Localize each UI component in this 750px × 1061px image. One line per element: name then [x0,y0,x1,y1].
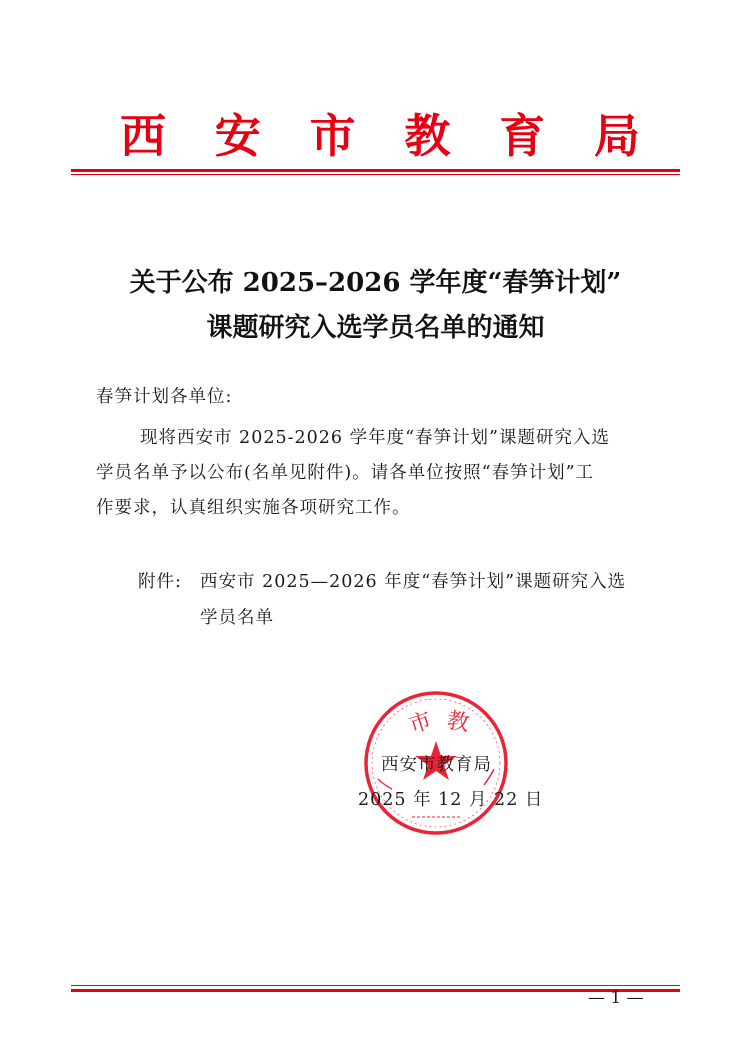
letterhead-char: 西 [120,109,166,163]
attachment-label: 附件: [138,572,182,592]
letterhead-title [120,103,640,163]
signature-date: 2025 年 12 月 22 日 [358,790,544,810]
document-title-line1: 关于公布 2025–2026 学年度“春笋计划” [129,268,622,298]
paragraph-line: 作要求，认真组织实施各项研究工作。 [96,498,411,518]
letterhead-char: 育 [499,109,546,163]
attachment-line: 西安市 2025—2026 年度“春笋计划”课题研究入选 [200,572,627,592]
document-title-line2: 课题研究入选学员名单的通知 [206,313,545,343]
letterhead-char: 局 [593,109,640,163]
paragraph-line: 现将西安市 2025-2026 学年度“春笋计划”课题研究入选 [140,428,611,448]
seal-char: 市 [406,708,435,739]
paragraph-line: 学员名单予以公布(名单见附件)。请各单位按照“春笋计划”工 [96,463,595,483]
letterhead-char: 市 [309,109,356,163]
page-number: — 1 — [588,988,644,1008]
letterhead-rule-thin [71,174,680,175]
seal-char: 教 [444,708,471,737]
letterhead-char: 教 [404,109,451,163]
letterhead-rule-thick [71,169,680,172]
footer-rule-thin [71,985,680,986]
letterhead-char: 安 [214,109,261,163]
attachment-line: 学员名单 [200,608,274,628]
signature-org: 西安市教育局 [381,755,492,775]
salutation: 春笋计划各单位: [96,387,233,407]
